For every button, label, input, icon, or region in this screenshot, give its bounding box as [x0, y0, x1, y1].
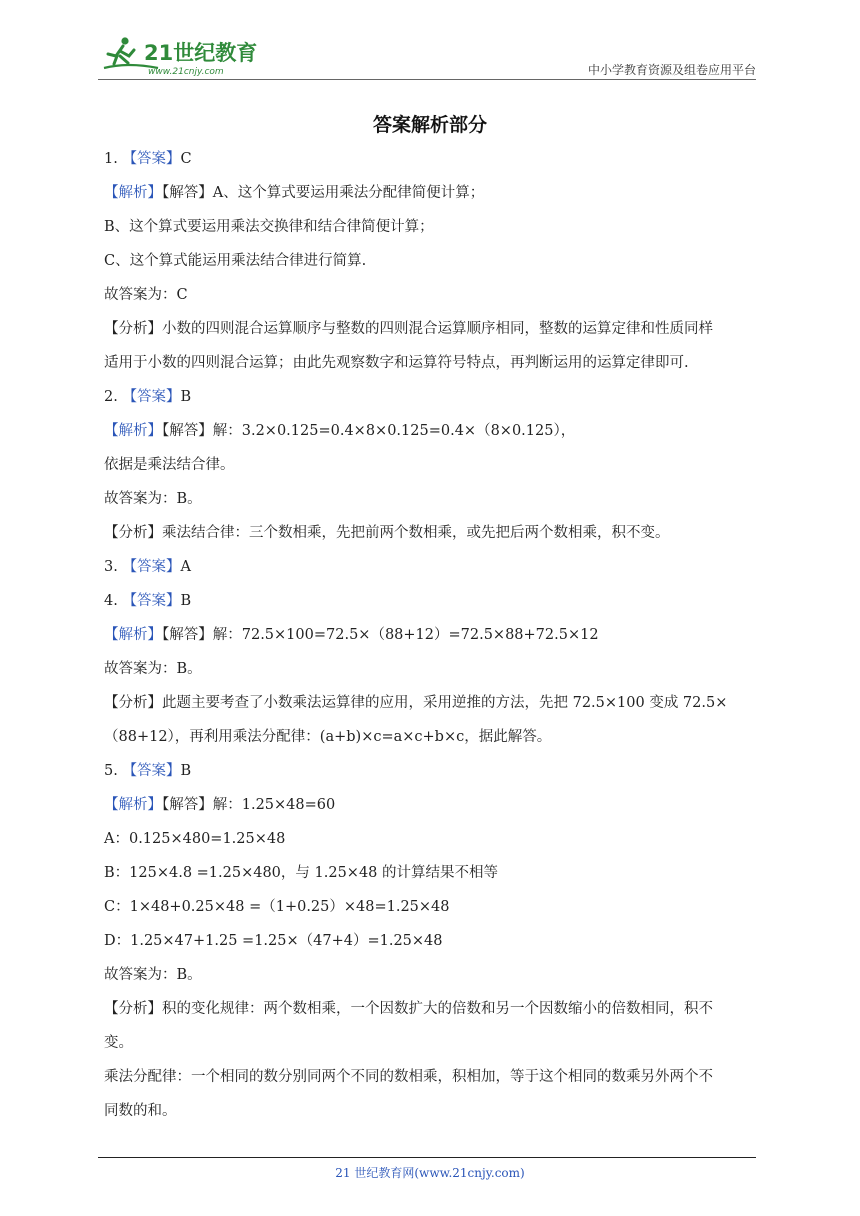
line-text: 故答案为：B。	[104, 661, 202, 677]
line-text: 故答案为：B。	[104, 967, 202, 983]
line-text: 同数的和。	[104, 1103, 177, 1119]
brand-logo	[98, 32, 268, 78]
line-text: 乘法分配律：一个相同的数分别同两个不同的数相乘，积相加，等于这个相同的数乘另外两个不	[104, 1069, 713, 1085]
line-text: C	[180, 151, 192, 167]
text-line	[104, 521, 764, 555]
section-tag: 【解析】	[104, 797, 162, 813]
text-line	[104, 351, 764, 385]
line-text: 故答案为：B。	[104, 491, 202, 507]
logo-url: www.21cnjy.com	[148, 67, 224, 77]
line-text: 【解答】A、这个算式要运用乘法分配律简便计算；	[162, 185, 485, 201]
footer-divider	[98, 1157, 756, 1158]
text-line	[104, 759, 764, 793]
line-text: 【分析】积的变化规律：两个数相乘，一个因数扩大的倍数和另一个因数缩小的倍数相同，积不	[104, 1001, 713, 1017]
section-tag: 【答案】	[122, 559, 181, 575]
line-text: 【分析】小数的四则混合运算顺序与整数的四则混合运算顺序相同，整数的运算定律和性质同样	[104, 321, 713, 337]
line-text: B	[180, 593, 192, 609]
text-line	[104, 453, 764, 487]
text-line	[104, 147, 764, 181]
line-text: B、这个算式要运用乘法交换律和结合律简便计算；	[104, 219, 434, 235]
platform-tagline: 中小学教育资源及组卷应用平台	[587, 63, 756, 77]
text-line	[104, 793, 764, 827]
text-line	[104, 215, 764, 249]
text-line	[104, 895, 764, 929]
line-text: （88+12），再利用乘法分配律：(a+b)×c=a×c+b×c，据此解答。	[104, 729, 552, 745]
text-line	[104, 623, 764, 657]
line-text: B：125×4.8 =1.25×480，与 1.25×48 的计算结果不相等	[104, 865, 499, 881]
line-text: 故答案为：C	[104, 287, 188, 303]
line-text: 【解答】解：1.25×48=60	[162, 797, 336, 813]
header-divider	[98, 79, 756, 80]
text-line	[104, 861, 764, 895]
line-text: 【分析】此题主要考查了小数乘法运算律的应用，采用逆推的方法，先把 72.5×100 变成 72.5×	[104, 695, 728, 711]
line-text: C：1×48+0.25×48 =（1+0.25）×48=1.25×48	[104, 899, 450, 915]
runner-logo-icon	[98, 32, 268, 78]
line-text: 【解答】解：72.5×100=72.5×（88+12）=72.5×88+72.5×12	[162, 627, 599, 643]
section-tag: 【答案】	[122, 151, 181, 167]
line-text: 4.	[104, 593, 123, 609]
text-line	[104, 419, 764, 453]
answer-content	[104, 147, 764, 1133]
text-line	[104, 385, 764, 419]
line-text: 5.	[104, 763, 123, 779]
page-title: 答案解析部分	[372, 114, 487, 136]
line-text: 适用于小数的四则混合运算；由此先观察数字和运算符号特点，再判断运用的运算定律即可.	[104, 355, 689, 371]
line-text: 依据是乘法结合律。	[104, 457, 235, 473]
text-line	[104, 181, 764, 215]
section-tag: 【答案】	[122, 763, 181, 779]
text-line	[104, 827, 764, 861]
section-tag: 【答案】	[122, 593, 181, 609]
text-line	[104, 1099, 764, 1133]
page-header	[98, 32, 756, 82]
line-text: 【解答】解：3.2×0.125=0.4×8×0.125=0.4×（8×0.125），	[162, 423, 576, 439]
section-tag: 【解析】	[104, 185, 162, 201]
section-tag: 【解析】	[104, 627, 162, 643]
text-line	[104, 725, 764, 759]
text-line	[104, 249, 764, 283]
text-line	[104, 963, 764, 997]
text-line	[104, 317, 764, 351]
line-text: 1.	[104, 151, 123, 167]
line-text: A：0.125×480=1.25×48	[104, 831, 286, 847]
page-footer: 21 世纪教育网(www.21cnjy.com)	[335, 1166, 525, 1180]
section-tag: 【答案】	[122, 389, 181, 405]
text-line	[104, 929, 764, 963]
text-line	[104, 1065, 764, 1099]
line-text: 变。	[104, 1035, 133, 1051]
line-text: B	[180, 389, 192, 405]
line-text: 3.	[104, 559, 123, 575]
line-text: C、这个算式能运用乘法结合律进行简算.	[104, 253, 367, 269]
text-line	[104, 555, 764, 589]
line-text: 2.	[104, 389, 123, 405]
text-line	[104, 657, 764, 691]
text-line	[104, 691, 764, 725]
line-text: 【分析】乘法结合律：三个数相乘，先把前两个数相乘，或先把后两个数相乘，积不变。	[104, 525, 670, 541]
text-line	[104, 487, 764, 521]
section-tag: 【解析】	[104, 423, 162, 439]
logo-text: 21世纪教育	[144, 41, 258, 65]
text-line	[104, 1031, 764, 1065]
text-line	[104, 283, 764, 317]
text-line	[104, 589, 764, 623]
line-text: D：1.25×47+1.25 =1.25×（47+4）=1.25×48	[104, 933, 443, 949]
line-text: A	[180, 559, 191, 575]
text-line	[104, 997, 764, 1031]
line-text: B	[180, 763, 192, 779]
